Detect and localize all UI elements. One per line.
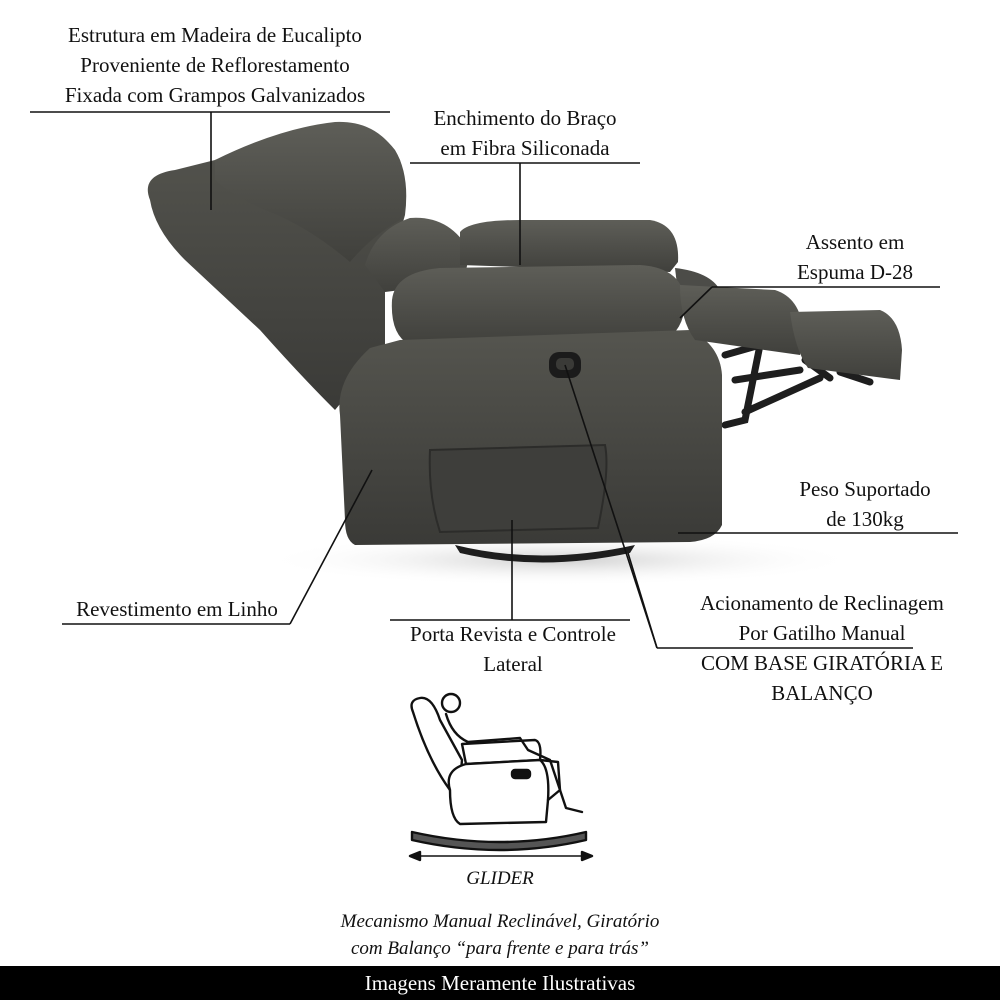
glider-pictogram xyxy=(410,694,592,860)
magazine-pocket xyxy=(430,445,607,532)
label-frame xyxy=(30,20,400,110)
label-seat-line2: Espuma D-28 xyxy=(796,260,914,284)
rear-armrest xyxy=(460,220,678,272)
label-upholstery xyxy=(62,594,292,624)
label-frame-line3: Fixada com Grampos Galvanizados xyxy=(64,83,366,107)
label-weight xyxy=(780,474,950,534)
label-pocket xyxy=(388,619,638,679)
glider-arrow-right-head xyxy=(582,852,592,860)
label-pocket-line2: Lateral xyxy=(483,652,543,676)
glider-person-head xyxy=(442,694,460,712)
label-weight-line1: Peso Suportado xyxy=(799,477,931,501)
label-upholstery-text: Revestimento em Linho xyxy=(76,597,278,621)
label-seat-line1: Assento em xyxy=(805,230,905,254)
label-weight-line2: de 130kg xyxy=(826,507,904,531)
label-trigger-line4: BALANÇO xyxy=(771,681,873,705)
glider-caption xyxy=(250,908,750,962)
glider-caption-line2: com Balanço “para frente e para trás” xyxy=(350,938,649,959)
glider-trigger xyxy=(512,770,530,778)
label-seat xyxy=(770,227,940,287)
foot-rest xyxy=(790,310,902,380)
glider-caption-line1: Mecanismo Manual Reclinável, Giratório xyxy=(340,911,660,932)
label-frame-line2: Proveniente de Reflorestamento xyxy=(80,53,350,77)
glider-rocker-base xyxy=(412,832,586,850)
label-arm-fill xyxy=(410,103,640,163)
label-pocket-line1: Porta Revista e Controle xyxy=(410,622,616,646)
label-trigger xyxy=(672,588,972,708)
glider-arrow-left-head xyxy=(410,852,420,860)
label-trigger-line2: Por Gatilho Manual xyxy=(738,621,906,645)
glider-chair-body xyxy=(449,760,549,824)
label-frame-line1: Estrutura em Madeira de Eucalipto xyxy=(68,23,362,47)
label-arm-fill-line1: Enchimento do Braço xyxy=(433,106,617,130)
label-arm-fill-line2: em Fibra Siliconada xyxy=(440,136,610,160)
label-trigger-line1: Acionamento de Reclinagem xyxy=(700,591,944,615)
glider-label: GLIDER xyxy=(466,868,534,889)
label-trigger-line3: COM BASE GIRATÓRIA E xyxy=(700,651,944,675)
footer-disclaimer: Imagens Meramente Ilustrativas xyxy=(0,966,1000,1000)
